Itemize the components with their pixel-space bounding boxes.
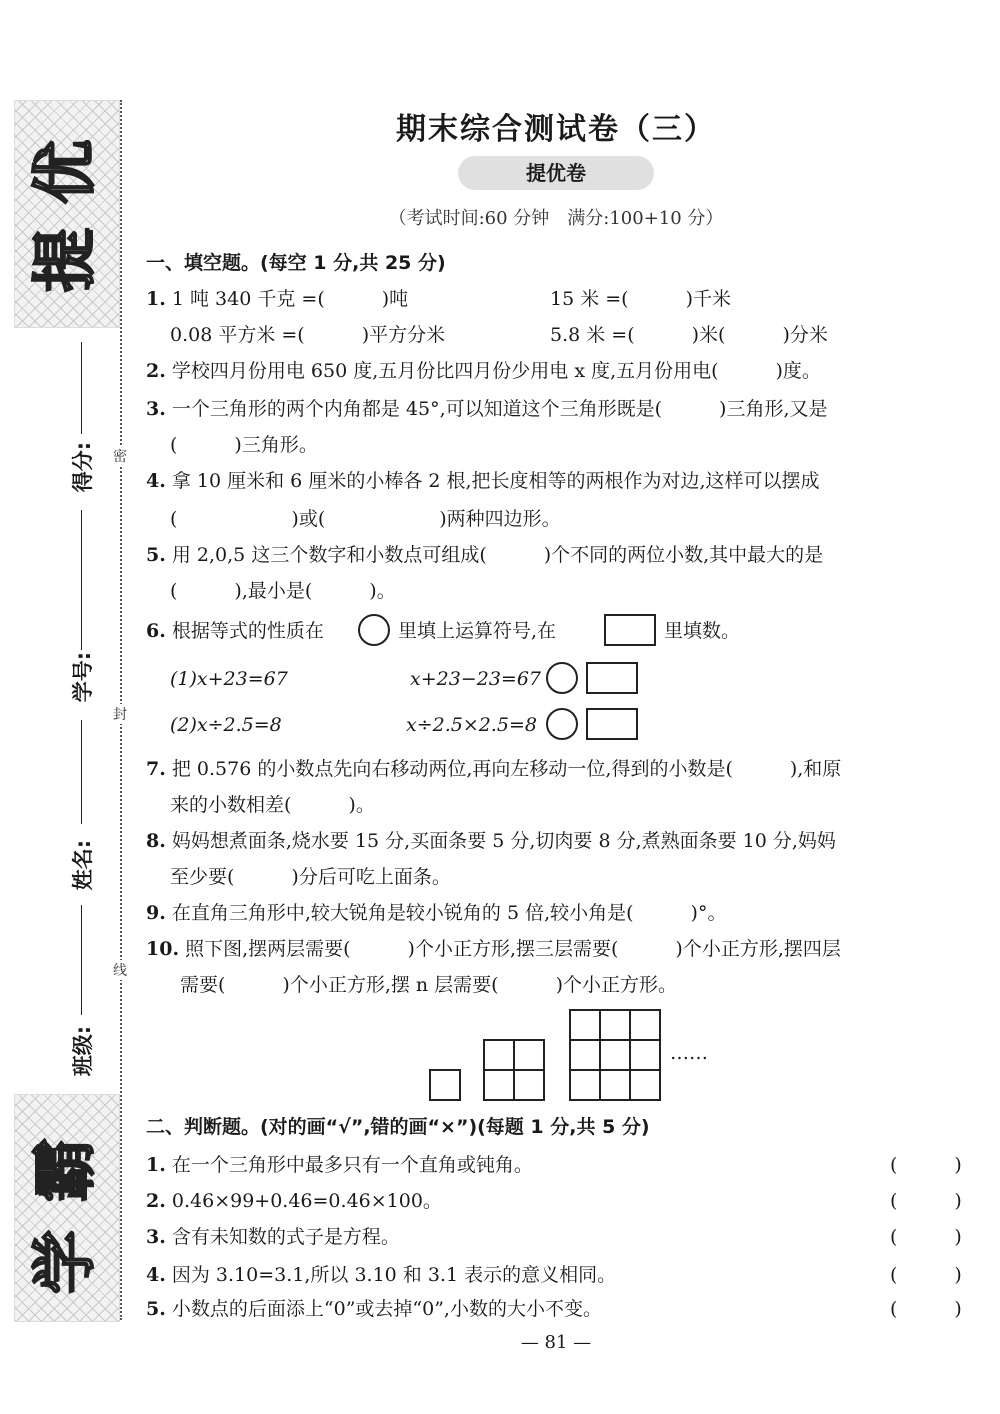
- q6-text-a: 根据等式的性质在: [171, 620, 324, 642]
- section2-heading: 二、判断题。(对的画“√”,错的画“×”)(每题 1 分,共 5 分): [146, 1116, 650, 1138]
- q3-line-a: [146, 396, 828, 422]
- class-label: 班级:: [71, 1025, 95, 1077]
- operator-circle-2[interactable]: [546, 708, 578, 740]
- judge-5-number: 5.: [146, 1298, 166, 1320]
- square-2x2: [484, 1040, 544, 1100]
- judge-4-answer[interactable]: ( ): [890, 1264, 962, 1286]
- page-title: 期末综合测试卷（三）: [396, 112, 716, 147]
- q6-text-b: 里填上运算符号,在: [398, 620, 557, 642]
- level-badge: 提优卷: [458, 156, 654, 190]
- number-box-2[interactable]: [586, 708, 638, 740]
- q6-2-left: (2)x÷2.5=8: [170, 714, 282, 736]
- section1-heading: 一、填空题。(每空 1 分,共 25 分): [146, 252, 446, 274]
- q3-text-a: 一个三角形的两个内角都是 45°,可以知道这个三角形既是( )三角形,又是: [171, 398, 828, 420]
- q9-line: [146, 900, 726, 926]
- q1-line-a: [146, 286, 408, 312]
- judge-item-1: [146, 1152, 533, 1178]
- score-label: 得分:: [71, 441, 95, 493]
- q2-number: 2.: [146, 360, 166, 382]
- q10-line-a: [146, 936, 841, 962]
- seal-char-feng: 封: [110, 704, 130, 724]
- q8-line-a: [146, 828, 836, 854]
- q7-number: 7.: [146, 758, 166, 780]
- side-underline-number: [81, 510, 82, 650]
- side-underline-score: [81, 342, 82, 434]
- q1-text-b: 15 米 =( )千米: [550, 288, 732, 310]
- judge-4-number: 4.: [146, 1264, 166, 1286]
- side-underline-class: [81, 905, 82, 1015]
- q3-number: 3.: [146, 398, 166, 420]
- operator-circle-1[interactable]: [546, 662, 578, 694]
- q9-number: 9.: [146, 902, 166, 924]
- q5-number: 5.: [146, 544, 166, 566]
- number-box-1[interactable]: [586, 662, 638, 694]
- q4-line-a: [146, 468, 820, 494]
- judge-3-text: 含有未知数的式子是方程。: [171, 1226, 400, 1248]
- q7-line-a: [146, 756, 841, 782]
- square-1x1: [430, 1070, 460, 1100]
- q6-text-c: 里填数。: [664, 620, 741, 642]
- side-char-xue: 学: [29, 1230, 103, 1294]
- seal-char-xian: 线: [110, 960, 130, 980]
- q4-text-a: 拿 10 厘米和 6 厘米的小棒各 2 根,把长度相等的两根作为对边,这样可以摆成: [171, 470, 820, 492]
- q3-text-b: ( )三角形。: [170, 434, 318, 456]
- seal-char-mi: 密: [110, 446, 130, 466]
- square-3x3: [570, 1010, 660, 1100]
- q5-text-b: ( ),最小是( )。: [170, 580, 396, 602]
- name-label: 姓名:: [71, 839, 95, 891]
- judge-item-4: [146, 1262, 616, 1288]
- q2-line: [146, 358, 821, 384]
- figure-ellipsis: ……: [670, 1042, 708, 1064]
- q2-text: 学校四月份用电 650 度,五月份比四月份少用电 x 度,五月份用电( )度。: [171, 360, 821, 382]
- side-char-ba: 霸: [29, 1138, 103, 1202]
- judge-5-answer[interactable]: ( ): [890, 1298, 962, 1320]
- q10-text-b: 需要( )个小正方形,摆 n 层需要( )个小正方形。: [180, 974, 678, 996]
- q1-text-c: 0.08 平方米 =( )平方分米: [170, 324, 446, 346]
- q6-1-right: x+23−23=67: [410, 668, 542, 690]
- q10-text-a: 照下图,摆两层需要( )个小正方形,摆三层需要( )个小正方形,摆四层: [185, 938, 841, 960]
- operator-circle-example: [358, 614, 390, 646]
- judge-item-5: [146, 1296, 602, 1322]
- q8-text-a: 妈妈想煮面条,烧水要 15 分,买面条要 5 分,切肉要 8 分,煮熟面条要 10 分,妈妈: [171, 830, 836, 852]
- judge-2-number: 2.: [146, 1190, 166, 1212]
- judge-2-answer[interactable]: ( ): [890, 1190, 962, 1212]
- side-char-ti: 提: [29, 228, 103, 292]
- judge-3-number: 3.: [146, 1226, 166, 1248]
- judge-item-2: [146, 1188, 442, 1214]
- q1-text-a: 1 吨 340 千克 =( )吨: [171, 288, 409, 310]
- q5-text-a: 用 2,0,5 这三个数字和小数点可组成( )个不同的两位小数,其中最大的是: [171, 544, 824, 566]
- side-underline-name: [81, 720, 82, 824]
- page-number: — 81 —: [520, 1332, 592, 1353]
- side-char-you: 优: [29, 140, 103, 204]
- q6-line-a: [146, 618, 324, 644]
- q6-number: 6.: [146, 620, 166, 642]
- q7-text-a: 把 0.576 的小数点先向右移动两位,再向左移动一位,得到的小数是( ),和原: [171, 758, 842, 780]
- student-number-label: 学号:: [71, 651, 95, 703]
- q5-line-a: [146, 542, 823, 568]
- q8-number: 8.: [146, 830, 166, 852]
- judge-item-3: [146, 1224, 400, 1250]
- exam-meta: （考试时间:60 分钟 满分:100+10 分）: [388, 208, 724, 229]
- q7-text-b: 来的小数相差( )。: [170, 794, 375, 816]
- judge-3-answer[interactable]: ( ): [890, 1226, 962, 1248]
- q6-1-left: (1)x+23=67: [170, 668, 288, 690]
- q6-2-right: x÷2.5×2.5=8: [406, 714, 537, 736]
- q10-number: 10.: [146, 938, 180, 960]
- q9-text: 在直角三角形中,较大锐角是较小锐角的 5 倍,较小角是( )°。: [171, 902, 727, 924]
- judge-1-number: 1.: [146, 1154, 166, 1176]
- q4-text-b: ( )或( )两种四边形。: [170, 508, 561, 530]
- q8-text-b: 至少要( )分后可吃上面条。: [170, 866, 451, 888]
- judge-1-text: 在一个三角形中最多只有一个直角或钝角。: [171, 1154, 533, 1176]
- judge-4-text: 因为 3.10=3.1,所以 3.10 和 3.1 表示的意义相同。: [171, 1264, 617, 1286]
- judge-5-text: 小数点的后面添上“0”或去掉“0”,小数的大小不变。: [171, 1298, 602, 1320]
- judge-1-answer[interactable]: ( ): [890, 1154, 962, 1176]
- judge-2-text: 0.46×99+0.46=0.46×100。: [171, 1190, 442, 1212]
- q1-text-d: 5.8 米 =( )米( )分米: [550, 324, 828, 346]
- q1-number: 1.: [146, 288, 166, 310]
- q4-number: 4.: [146, 470, 166, 492]
- number-box-example: [604, 614, 656, 646]
